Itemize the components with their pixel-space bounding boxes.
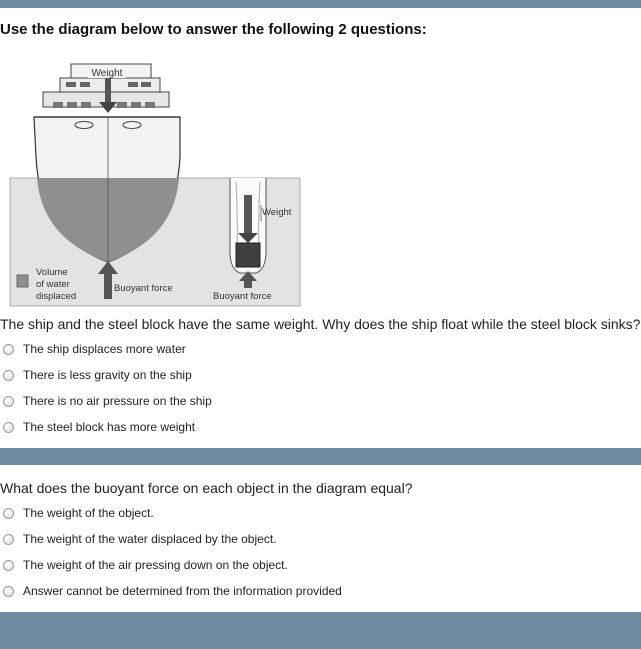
question-2-options: [0, 500, 342, 604]
divider-bar: [0, 448, 641, 465]
q1-option-1[interactable]: [0, 336, 212, 362]
option-label: There is less gravity on the ship: [23, 368, 192, 382]
q2-option-4[interactable]: [0, 578, 342, 604]
option-label: There is no air pressure on the ship: [23, 394, 212, 408]
q1-option-3[interactable]: [0, 388, 212, 414]
radio-button[interactable]: [3, 508, 14, 519]
legend-line-1: Volume: [36, 267, 68, 278]
legend-swatch: [17, 275, 28, 287]
buoyancy-diagram: [8, 47, 303, 307]
block-buoyant-label: Buoyant force: [213, 291, 272, 302]
q2-option-3[interactable]: [0, 552, 342, 578]
radio-button[interactable]: [3, 534, 14, 545]
question-2-text: What does the buoyant force on each object in the diagram equal?: [0, 480, 413, 496]
radio-button[interactable]: [3, 560, 14, 571]
ship-weight-label: Weight: [91, 68, 123, 79]
steel-block: [236, 243, 260, 267]
legend-line-3: displaced: [36, 291, 77, 302]
option-label: The weight of the object.: [23, 506, 154, 520]
option-label: The steel block has more weight: [23, 420, 196, 434]
radio-button[interactable]: [3, 586, 14, 597]
q1-option-2[interactable]: [0, 362, 212, 388]
radio-button[interactable]: [3, 422, 14, 433]
option-label: Answer cannot be determined from the information provided: [23, 584, 342, 598]
question-1-options: [0, 336, 212, 440]
question-1-text: The ship and the steel block have the same weight. Why does the ship float while the steel block sinks?: [0, 316, 641, 332]
legend-line-2: of water: [36, 279, 70, 290]
ship-buoyant-label: Buoyant force: [114, 283, 173, 294]
top-bar: [0, 0, 641, 8]
q1-option-4[interactable]: [0, 414, 212, 440]
q2-option-1[interactable]: [0, 500, 342, 526]
radio-button[interactable]: [3, 344, 14, 355]
option-label: The ship displaces more water: [23, 342, 186, 356]
option-label: The weight of the air pressing down on the object.: [23, 558, 288, 572]
radio-button[interactable]: [3, 370, 14, 381]
q2-option-2[interactable]: [0, 526, 342, 552]
radio-button[interactable]: [3, 396, 14, 407]
bottom-bar: [0, 612, 641, 649]
option-label: The weight of the water displaced by the object.: [23, 532, 277, 546]
instructions-heading: Use the diagram below to answer the following 2 questions:: [0, 21, 427, 38]
block-weight-label: Weight: [262, 207, 292, 218]
